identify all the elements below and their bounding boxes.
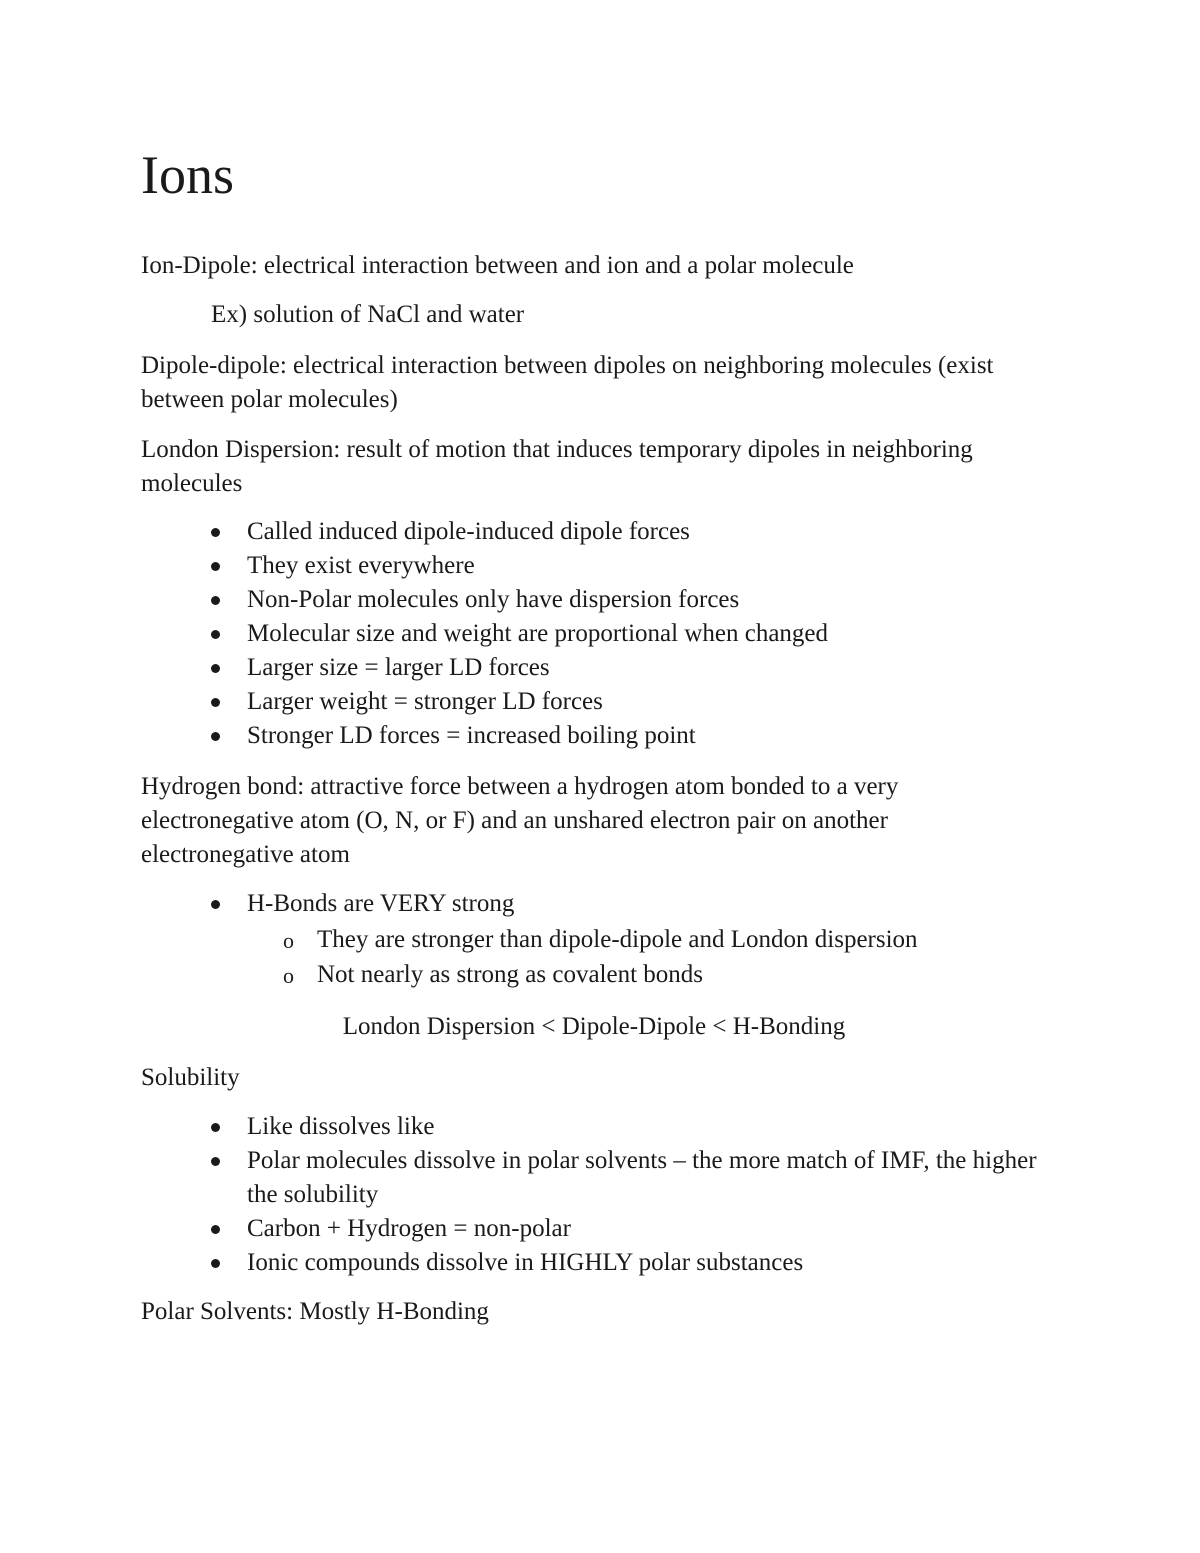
bullet-icon [211,1123,220,1132]
list-item: Polar molecules dissolve in polar solvents – the more match of IMF, the higher the solubility [141,1144,1051,1212]
list-item: Larger weight = stronger LD forces [141,685,1071,719]
circle-bullet-icon: o [283,963,294,988]
sub-list-item: o Not nearly as strong as covalent bonds [141,957,1071,992]
bullet-icon [211,596,220,605]
hydrogen-bond-sublist [141,922,1071,992]
bullet-icon [211,528,220,537]
london-dispersion-list [141,515,1071,753]
list-item: Carbon + Hydrogen = non-polar [141,1212,1051,1246]
list-item: Called induced dipole-induced dipole forces [141,515,1071,549]
list-item: Ionic compounds dissolve in HIGHLY polar substances [141,1246,1051,1280]
bullet-icon [211,1259,220,1268]
hydrogen-bond-list [141,887,1071,921]
imf-strength-ordering: London Dispersion < Dipole-Dipole < H-Bonding [342,1013,846,1040]
hydrogen-bond-definition: Hydrogen bond: attractive force between a hydrogen atom bonded to a very electronegative atom (O, N, or F) and an unshared electron pair on another electronegative atom [141,773,899,868]
list-item: Molecular size and weight are proportional when changed [141,617,1071,651]
bullet-icon [211,698,220,707]
list-item: Larger size = larger LD forces [141,651,1071,685]
bullet-icon [211,664,220,673]
polar-solvents-note: Polar Solvents: Mostly H-Bonding [141,1298,489,1325]
bullet-icon [211,732,220,741]
bullet-icon [211,562,220,571]
list-item: They exist everywhere [141,549,1071,583]
bullet-icon [211,900,220,909]
solubility-heading: Solubility [141,1064,240,1091]
page-title: Ions [141,145,234,205]
london-dispersion-definition: London Dispersion: result of motion that induces temporary dipoles in neighboring molecules [141,436,973,497]
ion-dipole-definition: Ion-Dipole: electrical interaction between and ion and a polar molecule [141,252,854,279]
solubility-list [141,1110,1051,1280]
list-item: Non-Polar molecules only have dispersion forces [141,583,1071,617]
list-item: Like dissolves like [141,1110,1051,1144]
sub-list-item: o They are stronger than dipole-dipole and London dispersion [141,922,1071,957]
bullet-icon [211,1157,220,1166]
list-item: H-Bonds are VERY strong [141,887,1071,921]
dipole-dipole-definition: Dipole-dipole: electrical interaction between dipoles on neighboring molecules (exist between polar molecules) [141,352,994,413]
bullet-icon [211,630,220,639]
ion-dipole-example: Ex) solution of NaCl and water [211,301,525,328]
bullet-icon [211,1225,220,1234]
list-item: Stronger LD forces = increased boiling point [141,719,1071,753]
circle-bullet-icon: o [283,928,294,953]
